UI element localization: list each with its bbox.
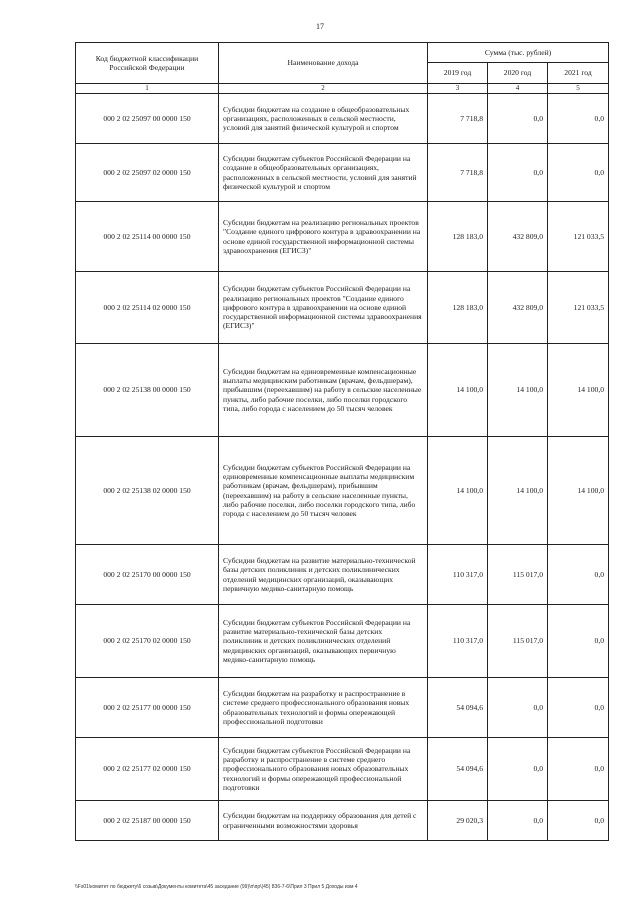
row-code: 000 2 02 25170 02 0000 150: [76, 605, 219, 678]
row-value-2019: 54 094,6: [428, 678, 488, 738]
header-year-2020: 2020 год: [488, 63, 548, 84]
row-value-2020: 0,0: [488, 801, 548, 841]
header-name: Наименование дохода: [219, 43, 428, 84]
column-number: 2: [219, 84, 428, 94]
row-code: 000 2 02 25177 00 0000 150: [76, 678, 219, 738]
row-value-2019: 7 718,8: [428, 94, 488, 144]
row-code: 000 2 02 25138 00 0000 150: [76, 344, 219, 437]
row-name: Субсидии бюджетам на развитие материально-технической базы детских поликлиник и детских поликлинических отделений медицинских организаций, оказывающих первичную медико-санитарную помощь: [219, 545, 428, 605]
row-value-2020: 14 100,0: [488, 344, 548, 437]
row-name: Субсидии бюджетам на создание в общеобразовательных организациях, расположенных в сельской местности, условий для занятий физической культурой и спортом: [219, 94, 428, 144]
row-value-2019: 128 183,0: [428, 272, 488, 344]
row-name: Субсидии бюджетам субъектов Российской Федерации на создание в общеобразовательных организациях, расположенных в сельской местности, условий для занятий физической культурой и спортом: [219, 144, 428, 202]
header-year-2021: 2021 год: [548, 63, 609, 84]
table-row: [76, 272, 609, 344]
row-code: 000 2 02 25097 02 0000 150: [76, 144, 219, 202]
row-value-2019: 14 100,0: [428, 344, 488, 437]
row-name: Субсидии бюджетам субъектов Российской Федерации на реализацию региональных проектов "Создание единого цифрового контура в здравоохранении на основе единой государственной информационной системы здравоохранения (ЕГИСЗ)": [219, 272, 428, 344]
row-value-2020: 432 809,0: [488, 202, 548, 272]
row-value-2021: 0,0: [548, 678, 609, 738]
column-number: 3: [428, 84, 488, 94]
row-value-2019: 54 094,6: [428, 738, 488, 801]
table-row: [76, 678, 609, 738]
table-row: [76, 801, 609, 841]
column-number: 5: [548, 84, 609, 94]
footer-file-path: \\Fs01\комитет по бюджету\6 созыв\Документы комитета\45 заседание (99)\п\пр\(45) 836-7-6\Прил 3 Прил 5 Доходы изм 4: [75, 884, 358, 890]
column-number: 4: [488, 84, 548, 94]
table-row: [76, 738, 609, 801]
row-code: 000 2 02 25177 02 0000 150: [76, 738, 219, 801]
row-name: Субсидии бюджетам субъектов Российской Федерации на развитие материально-технической базы детских поликлиник и детских поликлинических отделений медицинских организаций, оказывающих первичную медико-санитарную помощь: [219, 605, 428, 678]
row-value-2021: 0,0: [548, 94, 609, 144]
row-code: 000 2 02 25170 00 0000 150: [76, 545, 219, 605]
column-number: 1: [76, 84, 219, 94]
row-value-2020: 14 100,0: [488, 437, 548, 545]
row-value-2021: 14 100,0: [548, 437, 609, 545]
table-row: [76, 605, 609, 678]
row-value-2021: 0,0: [548, 144, 609, 202]
header-code: Код бюджетной классификации Российской Федерации: [76, 43, 219, 84]
revenue-table: [75, 42, 609, 841]
row-value-2021: 121 033,5: [548, 202, 609, 272]
table-row: [76, 545, 609, 605]
row-code: 000 2 02 25187 00 0000 150: [76, 801, 219, 841]
row-code: 000 2 02 25114 00 0000 150: [76, 202, 219, 272]
row-code: 000 2 02 25114 02 0000 150: [76, 272, 219, 344]
row-value-2020: 0,0: [488, 94, 548, 144]
row-code: 000 2 02 25138 02 0000 150: [76, 437, 219, 545]
row-value-2021: 0,0: [548, 738, 609, 801]
row-name: Субсидии бюджетам на реализацию региональных проектов "Создание единого цифрового контура в здравоохранении на основе единой государственной информационной системы здравоохранения (ЕГИСЗ)": [219, 202, 428, 272]
row-value-2021: 14 100,0: [548, 344, 609, 437]
table-row: [76, 344, 609, 437]
row-name: Субсидии бюджетам субъектов Российской Федерации на единовременные компенсационные выплаты медицинским работникам (врачам, фельдшерам), прибывшим (переехавшим) на работу в сельские населенные пункты, либо рабочие поселки, либо поселки городского типа, либо города с населением до 50 тысяч человек: [219, 437, 428, 545]
row-name: Субсидии бюджетам на поддержку образования для детей с ограниченными возможностями здоровья: [219, 801, 428, 841]
row-value-2020: 115 017,0: [488, 545, 548, 605]
row-code: 000 2 02 25097 00 0000 150: [76, 94, 219, 144]
row-value-2019: 7 718,8: [428, 144, 488, 202]
table-row: [76, 202, 609, 272]
row-name: Субсидии бюджетам на единовременные компенсационные выплаты медицинским работникам (врачам, фельдшерам), прибывшим (переехавшим) на работу в сельские населенные пункты, либо рабочие поселки, либо поселки городского типа, либо города с населением до 50 тысяч человек: [219, 344, 428, 437]
row-value-2019: 128 183,0: [428, 202, 488, 272]
row-value-2019: 29 020,3: [428, 801, 488, 841]
row-value-2021: 0,0: [548, 545, 609, 605]
row-name: Субсидии бюджетам субъектов Российской Федерации на разработку и распространение в системе среднего профессионального образования новых образовательных технологий и формы опережающей профессиональной подготовки: [219, 738, 428, 801]
row-value-2020: 0,0: [488, 678, 548, 738]
row-value-2021: 0,0: [548, 605, 609, 678]
table-row: [76, 94, 609, 144]
column-number-row: [76, 84, 609, 94]
row-name: Субсидии бюджетам на разработку и распространение в системе среднего профессионального образования новых образовательных технологий и формы опережающей профессиональной подготовки: [219, 678, 428, 738]
row-value-2021: 121 033,5: [548, 272, 609, 344]
row-value-2019: 110 317,0: [428, 605, 488, 678]
header-sum: Сумма (тыс. рублей): [428, 43, 609, 63]
row-value-2019: 14 100,0: [428, 437, 488, 545]
page-number: 17: [316, 22, 324, 31]
row-value-2021: 0,0: [548, 801, 609, 841]
row-value-2020: 115 017,0: [488, 605, 548, 678]
table-row: [76, 437, 609, 545]
row-value-2020: 0,0: [488, 144, 548, 202]
header-year-2019: 2019 год: [428, 63, 488, 84]
row-value-2019: 110 317,0: [428, 545, 488, 605]
row-value-2020: 0,0: [488, 738, 548, 801]
row-value-2020: 432 809,0: [488, 272, 548, 344]
table-row: [76, 144, 609, 202]
